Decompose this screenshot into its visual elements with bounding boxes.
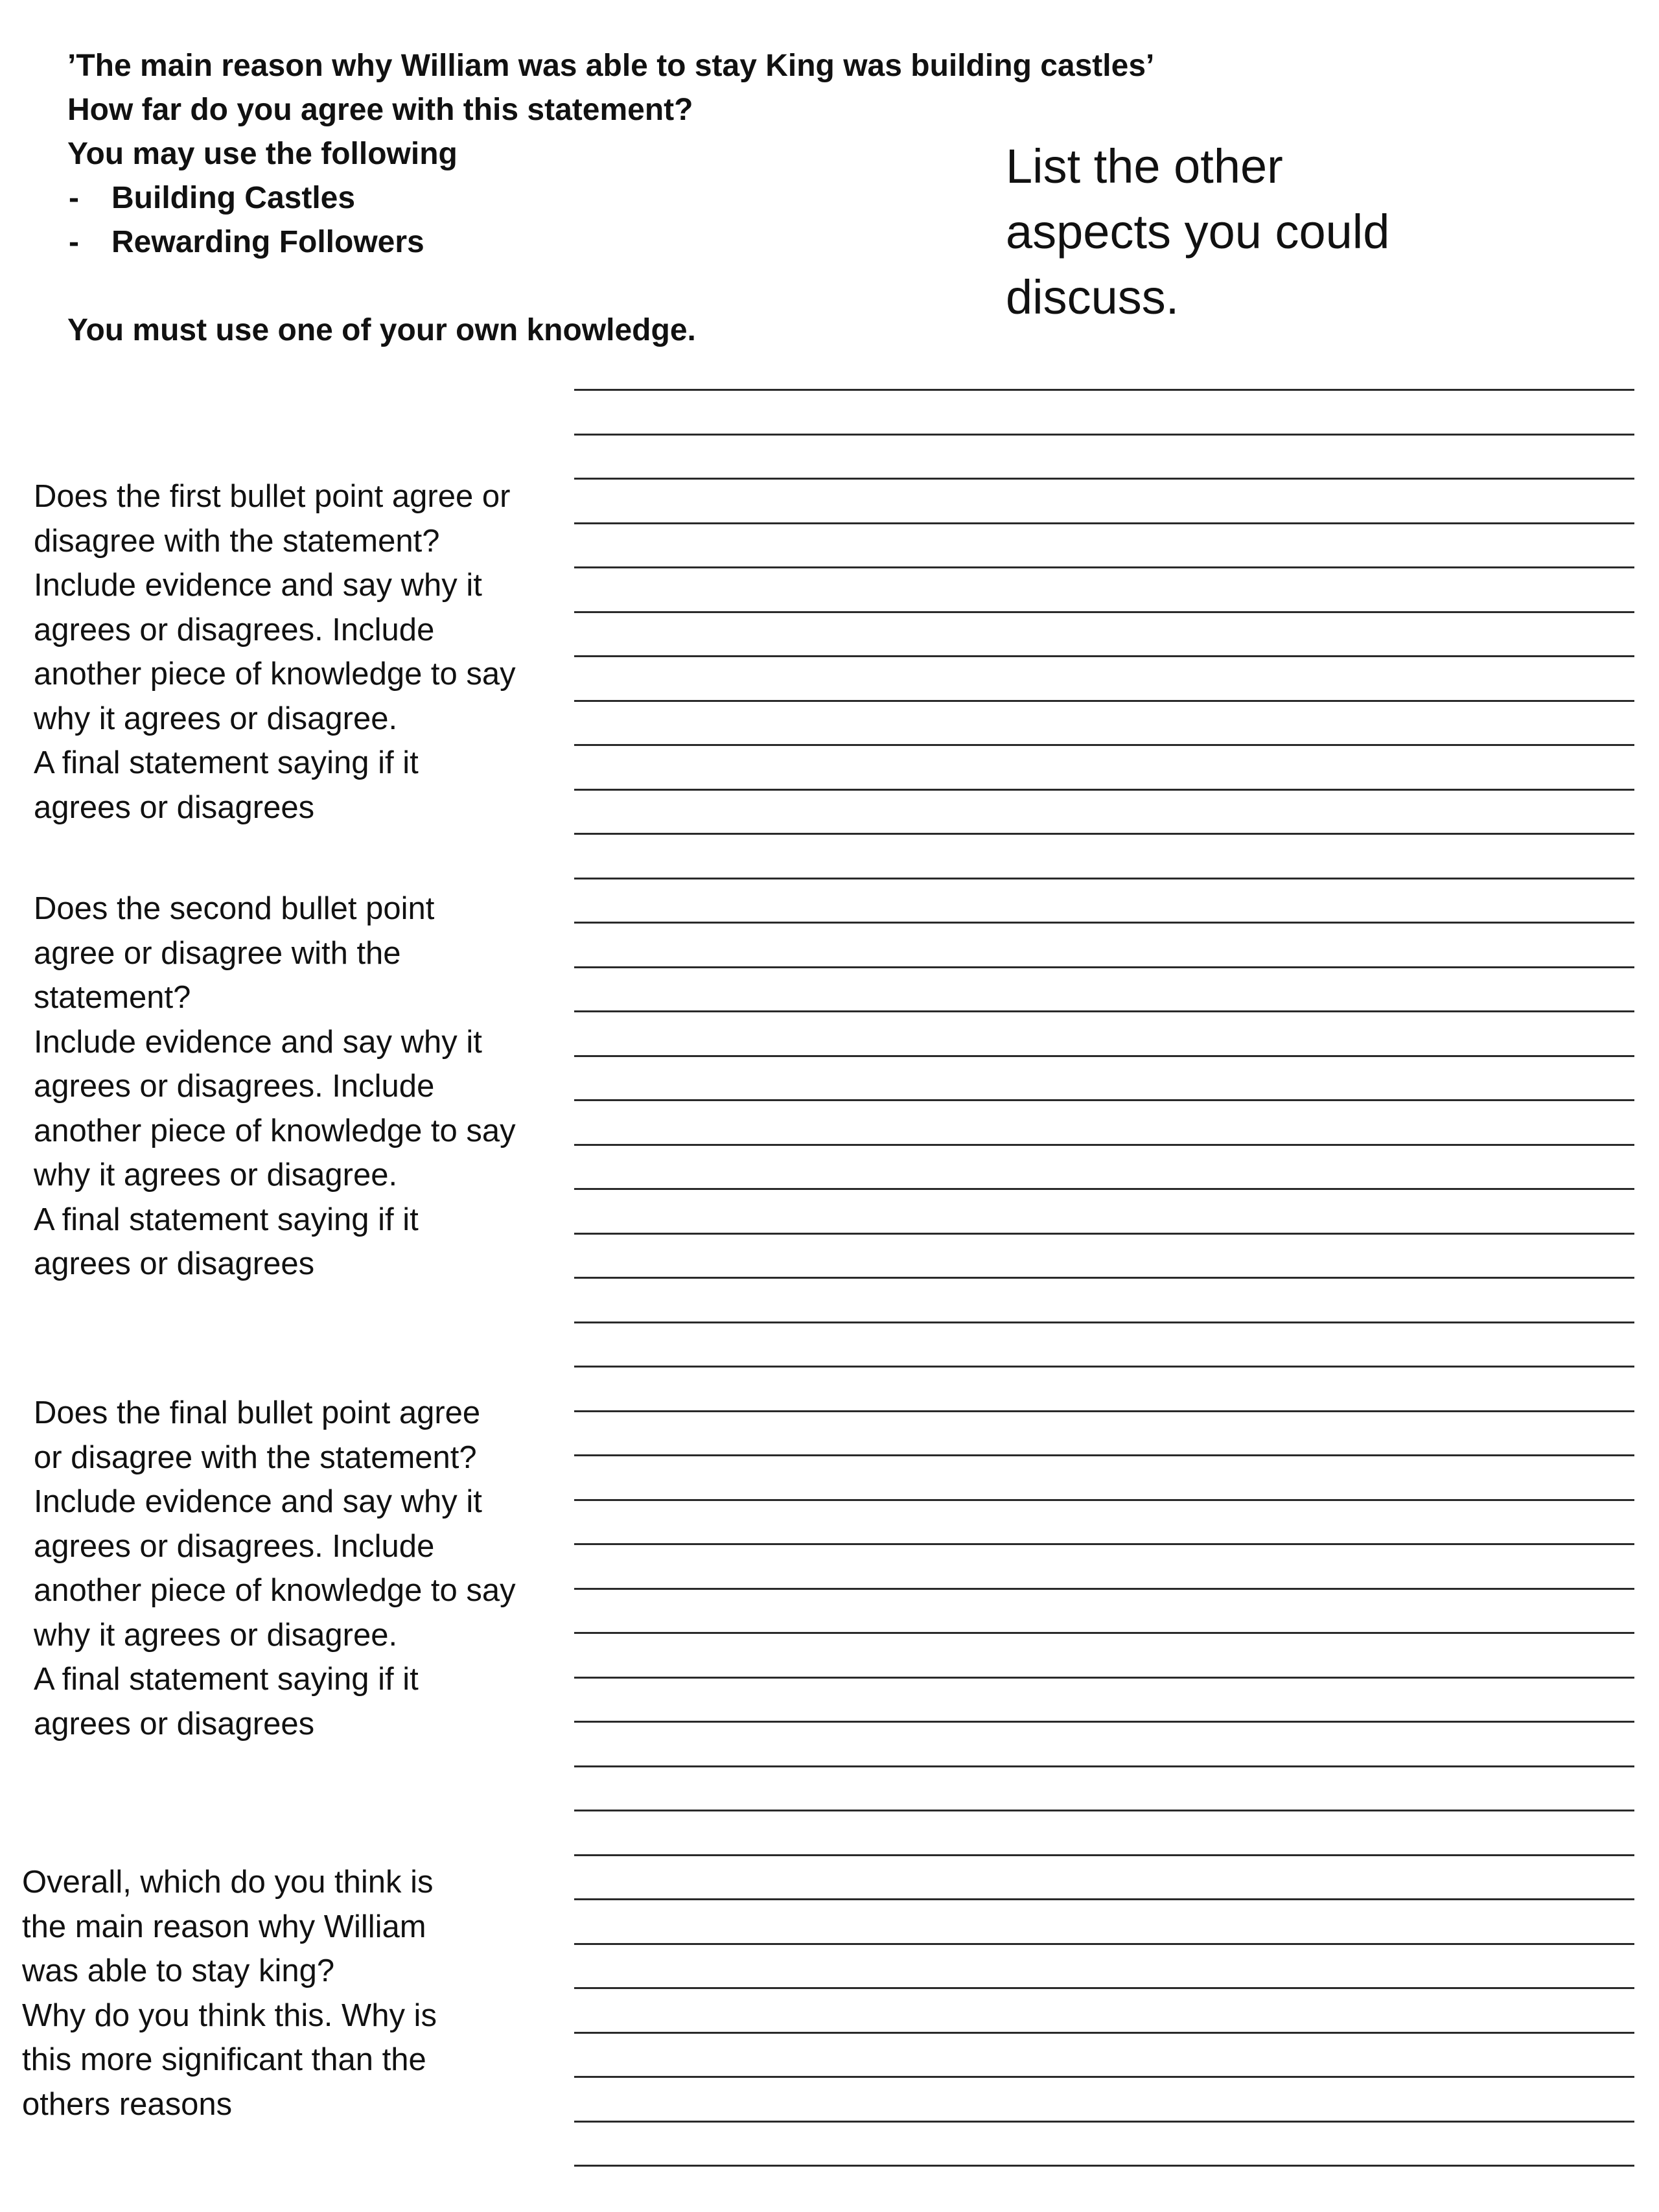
prompt-line: A final statement saying if it (34, 1662, 419, 1697)
prompt-line: agrees or disagrees (34, 1706, 315, 1741)
answer-line[interactable] (574, 833, 1634, 835)
answer-line[interactable] (574, 789, 1634, 791)
prompt-line: statement? (34, 980, 191, 1015)
prompt-line: Does the final bullet point agree (34, 1395, 481, 1430)
final-bullet-prompt (34, 1391, 591, 1746)
bullet-text: Building Castles (111, 181, 356, 215)
prompt-line: was able to stay king? (22, 1953, 335, 1988)
answer-line[interactable] (574, 522, 1634, 524)
aspects-line: aspects you could (1006, 205, 1390, 259)
answer-line[interactable] (574, 655, 1634, 657)
prompt-line: another piece of knowledge to say (34, 1113, 516, 1148)
prompt-line: why it agrees or disagree. (34, 701, 398, 736)
answer-line[interactable] (574, 1099, 1634, 1101)
prompt-line: Why do you think this. Why is (22, 1997, 437, 2033)
bullet-dash: - (69, 225, 79, 259)
answer-line[interactable] (574, 1810, 1634, 1811)
answer-line[interactable] (574, 1987, 1634, 1989)
answer-line[interactable] (574, 1898, 1634, 1900)
answer-line[interactable] (574, 1010, 1634, 1012)
prompt-line: Does the first bullet point agree or (34, 479, 511, 514)
prompt-line: why it agrees or disagree. (34, 1158, 398, 1193)
prompt-line: or disagree with the statement? (34, 1439, 477, 1475)
prompt-line: disagree with the statement? (34, 523, 440, 559)
prompt-line: Include evidence and say why it (34, 1484, 482, 1519)
answer-line[interactable] (574, 389, 1634, 391)
answer-line[interactable] (574, 1366, 1634, 1368)
answer-line[interactable] (574, 2121, 1634, 2123)
prompt-line: agrees or disagrees. Include (34, 612, 435, 647)
prompt-line: agrees or disagrees (34, 1246, 315, 1281)
answer-line[interactable] (574, 1144, 1634, 1146)
prompt-line: others reasons (22, 2086, 233, 2122)
answer-line[interactable] (574, 1632, 1634, 1634)
prompt-line: agrees or disagrees. Include (34, 1069, 435, 1104)
answer-line[interactable] (574, 1765, 1634, 1767)
prompt-line: the main reason why William (22, 1909, 426, 1944)
prompt-line: A final statement saying if it (34, 1202, 419, 1237)
use-following-text: You may use the following (67, 137, 458, 171)
prompt-line: Include evidence and say why it (34, 568, 482, 603)
answer-line[interactable] (574, 1543, 1634, 1545)
answer-line[interactable] (574, 1321, 1634, 1323)
answer-line[interactable] (574, 2076, 1634, 2078)
answer-line[interactable] (574, 1233, 1634, 1235)
answer-line[interactable] (574, 2032, 1634, 2034)
answer-line[interactable] (574, 1721, 1634, 1723)
answer-line[interactable] (574, 966, 1634, 968)
answer-line[interactable] (574, 1188, 1634, 1190)
statement-text: ’The main reason why William was able to stay King was building castles’ (67, 49, 1155, 83)
prompt-line: Overall, which do you think is (22, 1865, 434, 1900)
answer-line[interactable] (574, 1454, 1634, 1456)
prompt-line: this more significant than the (22, 2042, 426, 2077)
answer-line[interactable] (574, 478, 1634, 480)
answer-lines-area[interactable] (574, 0, 1634, 2212)
prompt-line: agree or disagree with the (34, 935, 401, 971)
prompt-line: agrees or disagrees (34, 789, 315, 825)
prompt-line: why it agrees or disagree. (34, 1617, 398, 1653)
prompt-line: A final statement saying if it (34, 745, 419, 780)
answer-line[interactable] (574, 1677, 1634, 1679)
overall-prompt (22, 1860, 579, 2126)
answer-line[interactable] (574, 2165, 1634, 2167)
answer-line[interactable] (574, 1854, 1634, 1856)
answer-line[interactable] (574, 1943, 1634, 1945)
bullet-dash: - (69, 181, 79, 215)
aspects-line: List the other (1006, 139, 1283, 193)
second-bullet-prompt (34, 887, 591, 1286)
prompt-line: another piece of knowledge to say (34, 1573, 516, 1608)
first-bullet-prompt (34, 474, 591, 830)
answer-line[interactable] (574, 1410, 1634, 1412)
prompt-line: Include evidence and say why it (34, 1024, 482, 1060)
prompt-line: another piece of knowledge to say (34, 657, 516, 692)
answer-line[interactable] (574, 566, 1634, 568)
answer-line[interactable] (574, 700, 1634, 702)
prompt-line: agrees or disagrees. Include (34, 1528, 435, 1564)
answer-line[interactable] (574, 1588, 1634, 1590)
answer-line[interactable] (574, 922, 1634, 924)
question-text: How far do you agree with this statement? (67, 93, 693, 127)
answer-line[interactable] (574, 744, 1634, 746)
answer-line[interactable] (574, 434, 1634, 436)
answer-line[interactable] (574, 878, 1634, 879)
must-use-text: You must use one of your own knowledge. (67, 313, 696, 347)
answer-line[interactable] (574, 611, 1634, 613)
answer-line[interactable] (574, 1277, 1634, 1279)
answer-line[interactable] (574, 1055, 1634, 1057)
aspects-line: discuss. (1006, 270, 1179, 324)
bullet-text: Rewarding Followers (111, 225, 424, 259)
prompt-line: Does the second bullet point (34, 891, 435, 926)
answer-line[interactable] (574, 1499, 1634, 1501)
